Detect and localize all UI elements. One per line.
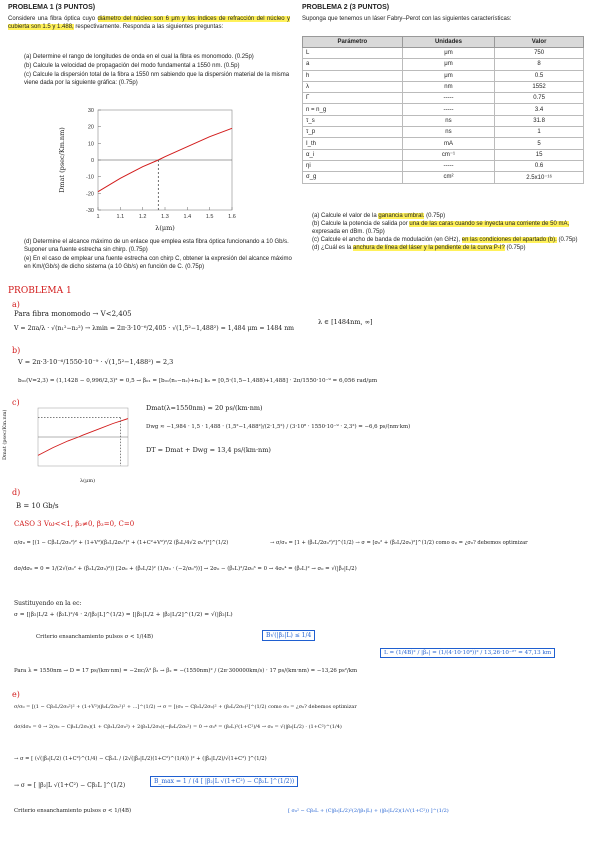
param-name: λ — [303, 81, 403, 92]
table-row — [303, 115, 584, 126]
y-tick-label: 10 — [87, 141, 94, 148]
question-highlight: una de las caras cuando se inyecta una corriente de 50 mA, — [409, 221, 570, 227]
problem2-question-b — [312, 220, 592, 236]
param-value: 1 — [495, 127, 584, 138]
part-c-line1: Dmat(λ=1550nm) ≈ 20 ps/(km·nm) — [146, 404, 263, 412]
param-value: 3.4 — [495, 104, 584, 115]
mini-chart-ylabel: Dmat (psec/Km.nm) — [2, 409, 8, 460]
problem1-title: PROBLEMA 1 (3 PUNTOS) — [8, 4, 96, 11]
problem1-items — [14, 53, 296, 88]
param-name: I_th — [303, 138, 403, 149]
param-value: 2.5x10⁻¹⁶ — [495, 172, 584, 183]
part-e-eq3: → σ = [ (√(|β₂|L/2) (1+C²)^(1/4) − Cβ₂L / (2√(|β₂|L/2)(1+C²)^(1/4)) )² + (|β₂|L/2)/√(1+C²) ]^(1/2) — [14, 756, 267, 762]
x-tick-label: 1.3 — [161, 214, 169, 220]
param-unit: cm⁻¹ — [402, 149, 494, 160]
table-row — [303, 48, 584, 59]
param-name: σ_g — [303, 172, 403, 183]
param-value: 8 — [495, 59, 584, 70]
problem2-question-a — [312, 212, 592, 220]
param-unit: mA — [402, 138, 494, 149]
x-tick-label: 1.1 — [116, 214, 125, 220]
param-unit: ns — [402, 127, 494, 138]
problem2-question-c — [312, 236, 592, 244]
question-text: (a) Calcule el valor de la — [312, 213, 379, 219]
param-name: τ_s — [303, 115, 403, 126]
problem1-intro-a: Considere una fibra óptica cuyo — [8, 16, 98, 22]
table-row — [303, 138, 584, 149]
chart-ylabel: Dmat (psec/Km.nm) — [58, 127, 66, 193]
x-tick-label: 1.4 — [183, 214, 192, 220]
param-name: ηi — [303, 160, 403, 171]
problem1-item-a: (a) Determine el rango de longitudes de onda en el cual la fibra es monomodo. (0.25p) — [24, 54, 254, 60]
table-row — [303, 93, 584, 104]
param-value: 15 — [495, 149, 584, 160]
chart-xlabel: λ(μm) — [155, 224, 175, 232]
problem1-intro-b: respectivamente. Responda a las siguientes preguntas: — [73, 24, 224, 30]
notes-heading: PROBLEMA 1 — [8, 286, 72, 296]
param-value: 5 — [495, 138, 584, 149]
question-points: (0.75p) — [504, 245, 526, 251]
problem2-questions — [312, 212, 592, 252]
problem2-intro: Suponga que tenemos un láser Fabry–Perot con las siguientes características: — [302, 16, 512, 22]
param-unit: μm — [402, 59, 494, 70]
case3-eq1: σ/σ₀ = [(1 − Cβ₂L/2σ₀²)² + (1+V²)(β₂L/2σ₀²)² + (1+C²+V²)²/2 (β₃L/4√2 σ₀³)²]^(1/2) — [14, 540, 229, 546]
part-b-line1: V = 2π·3·10⁻⁶/1550·10⁻⁹ · √(1,5²−1,488²) = 2,3 — [18, 358, 174, 366]
question-highlight: ganancia umbral. — [378, 213, 425, 219]
param-name: α_i — [303, 149, 403, 160]
param-name: a — [303, 59, 403, 70]
case3-eq2: → σ/σ₀ = [1 + (β₂L/2σ₀²)²]^(1/2) → σ = [σ₀² + (β₂L/2σ₀)²]^(1/2) como σ₀ = ¿σ₀? debemos optimizar — [270, 540, 528, 546]
y-tick-label: 30 — [87, 108, 94, 114]
table-row — [303, 59, 584, 70]
column-header: Parámetro — [303, 37, 403, 48]
part-a-line2: V = 2πa/λ · √(n₁²−n₂²) → λmin = 2π·3·10⁻⁶/2,405 · √(1,5²−1,488²) = 1,484 μm = 1484 nm — [14, 325, 295, 332]
question-highlight: anchura de línea del láser y la pendiente de la curva P-I? — [353, 245, 505, 251]
table-row — [303, 70, 584, 81]
y-tick-label: -30 — [86, 208, 94, 214]
part-a-line1: Para fibra monomodo → V<2,405 — [14, 310, 132, 318]
part-e-side-note: [ σ₀² − Cβ₂L + (C|β₂|L/2)²(2/|β₂|L) + (|β₂|L/2)(1/√(1+C²)) ]^(1/2) — [288, 808, 449, 814]
param-value: 1552 — [495, 81, 584, 92]
param-unit: cm² — [402, 172, 494, 183]
problem1-item-e: (e) En el caso de emplear una fuente estrecha con chirp C, obtener la expresión del alcance máximo en Km/(Gb/s) de dicho sistema (a 10 Gb/s) en función de C. (0.75p) — [24, 256, 292, 270]
problem1-item-d: (d) Determine el alcance máximo de un enlace que emplea esta fibra óptica funcionando a 10 Gb/s. Suponer una fuente estrecha sin chirp. (0.75p) — [24, 239, 289, 253]
param-name: h — [303, 70, 403, 81]
param-value: 31.8 — [495, 115, 584, 126]
part-b-label: b) — [12, 346, 21, 355]
part-e-criterion: Criterio ensanchamiento pulsos σ < 1/(4B) — [14, 808, 132, 814]
substitution-label: Sustituyendo en la ec: — [14, 600, 82, 607]
table-row — [303, 172, 584, 183]
case3-derivative: dσ/dσ₀ = 0 = 1/(2√(σ₀² + (β₂L/2σ₀)²)) [2σ₀ + (β₂L/2)² (1/σ₀ · (−2/σ₀³))] → 2σ₀ − (β₂L)²/2σ₀³ = 0 → 4σ₀⁴ = (β₂L)² → σ₀ = √(|β₂|L/2) — [14, 566, 357, 572]
table-row — [303, 127, 584, 138]
question-text: (b) Calcule la potencia de salida por — [312, 221, 410, 227]
substitution-eq: σ = [|β₂|L/2 + (β₂L)²/4 · 2/|β₂|L]^(1/2) = [|β₂|L/2 + |β₂|L/2]^(1/2) = √(|β₂|L) — [14, 612, 233, 618]
case3-heading: CASO 3 Vω<<1, β₂≠0, β₃=0, C=0 — [14, 520, 135, 528]
x-tick-label: 1.6 — [228, 214, 236, 220]
param-value: 0.75 — [495, 93, 584, 104]
param-unit: ----- — [402, 104, 494, 115]
param-unit: μm — [402, 70, 494, 81]
table-row — [303, 149, 584, 160]
part-e-eq1: σ/σ₀ = [(1 − Cβ₂L/2σ₀²)² + (1+V²)(β₂L/2σ₀²)² + ...]^(1/2) → σ = [(σ₀ − Cβ₂L/2σ₀)² + (β₂L/2σ₀)²]^(1/2) como σ₀ = ¿σ₀? debemos optimizar — [14, 704, 357, 710]
part-e-eq4: → σ = [ |β₂|L √(1+C²) − Cβ₂L ]^(1/2) — [14, 782, 126, 789]
question-points: (0.75p) — [556, 237, 578, 243]
param-name: n = n_g — [303, 104, 403, 115]
param-unit: μm — [402, 48, 494, 59]
part-b-line2: b₀₁(V=2,3) = (1,1428 − 0,996/2,3)² = 0,5 → β₀₁ = [b₀₁(n₁−n₂)+n₂] k₀ = [0,5·(1,5−1,488)+1,488] · 2π/1550·10⁻⁹ = 6,056 rad/μm — [18, 378, 378, 384]
column-header: Valor — [495, 37, 584, 48]
question-highlight: en las condiciones del apartado (b). — [461, 237, 557, 243]
param-unit: ----- — [402, 160, 494, 171]
question-text: (d) ¿Cuál es la — [312, 245, 354, 251]
problem2-question-d — [312, 244, 592, 252]
part-c-line3: DT = Dmat + Dwg = 13,4 ps/(km·nm) — [146, 446, 271, 454]
param-value: 750 — [495, 48, 584, 59]
table-row — [303, 104, 584, 115]
y-tick-label: 0 — [90, 158, 94, 164]
y-tick-label: 20 — [87, 124, 94, 131]
mini-chart-xlabel: λ(μm) — [80, 478, 96, 484]
part-d-label: d) — [12, 488, 21, 497]
mini-dispersion-chart — [22, 404, 134, 480]
criterion-text: Criterio ensanchamiento pulsos σ < 1/(4B) — [36, 634, 154, 640]
param-unit: ----- — [402, 93, 494, 104]
parameter-table-header — [303, 37, 584, 48]
param-unit: nm — [402, 81, 494, 92]
problem1-item-b: (b) Calcule la velocidad de propagación del modo fundamental a 1550 nm. (0.5p) — [24, 63, 240, 69]
param-value: 0.6 — [495, 160, 584, 171]
x-tick-label: 1.5 — [205, 214, 214, 220]
param-name: L — [303, 48, 403, 59]
max-length-box: L = (1/4B)² / |β₂| = (1/(4·10·10⁹))² / 13,26·10⁻²⁷ = 47,13 km — [380, 648, 555, 658]
x-tick-label: 1 — [96, 214, 100, 220]
y-tick-label: -10 — [86, 174, 94, 181]
param-value: 0.5 — [495, 70, 584, 81]
part-c-label: c) — [12, 398, 20, 407]
part-e-label: e) — [12, 690, 20, 699]
table-row — [303, 160, 584, 171]
question-points: expresada en dBm. (0.75p) — [312, 229, 385, 235]
part-a-result: λ ∈ [1484nm, ∞] — [318, 318, 373, 326]
problem1-intro — [8, 15, 290, 31]
problem2-title: PROBLEMA 2 (3 PUNTOS) — [302, 4, 390, 11]
question-text: (c) Calcule el ancho de banda de modulación (en GHz), — [312, 237, 462, 243]
dispersion-chart — [54, 104, 244, 234]
problem1-items-2 — [14, 238, 296, 272]
column-header: Unidades — [402, 37, 494, 48]
part-e-result-box: B_max = 1 / (4 [ |β₂|L √(1+C²) − Cβ₂L ]^(1/2)) — [150, 776, 298, 787]
beta2-calculation: Para λ = 1550nm → D = 17 ps/(km·nm) = −2πc/λ² β₂ → β₂ = −(1550nm)² / (2π·300000km/s) · 17 ps/(km·nm) = −13,26 ps²/km — [14, 668, 358, 674]
problem1-intro-highlight: diámetro del núcleo son 6 μm y los índices de refracción del núcleo y cubierta son 1.5 y 1.488, — [8, 16, 290, 30]
question-points: (0.75p) — [424, 213, 446, 219]
param-unit: ns — [402, 115, 494, 126]
table-row — [303, 81, 584, 92]
problem1-item-c: (c) Calcule la dispersión total de la fibra a 1550 nm sabiendo que la dispersión material de la misma viene dada por la siguiente gráfica: (0.75p) — [24, 72, 290, 86]
param-name: Γ — [303, 93, 403, 104]
part-a-label: a) — [12, 300, 20, 309]
parameter-table — [302, 36, 584, 184]
param-name: τ_p — [303, 127, 403, 138]
part-c-line2: Dwg ≈ −1,984 · 1,5 · 1,488 · (1,5²−1,488²)/(2·1,5²) / (3·10⁸ · 1550·10⁻⁹ · 2,3²) = −6,6 ps/(nm·km) — [146, 424, 411, 430]
part-e-eq2: dσ/dσ₀ = 0 → 2(σ₀ − Cβ₂L/2σ₀)(1 + Cβ₂L/2σ₀²) + 2(β₂L/2σ₀)(−β₂L/2σ₀²) = 0 → σ₀⁴ = (β₂L)²(1+C²)/4 → σ₀ = √(|β₂|L/2) · (1+C²)^(1/4) — [14, 724, 342, 730]
part-d-line1: B = 10 Gb/s — [16, 502, 59, 510]
criterion-box: B√(|β₂|L) ≤ 1/4 — [262, 630, 315, 641]
y-tick-label: -20 — [86, 191, 94, 198]
x-tick-label: 1.2 — [138, 214, 147, 220]
